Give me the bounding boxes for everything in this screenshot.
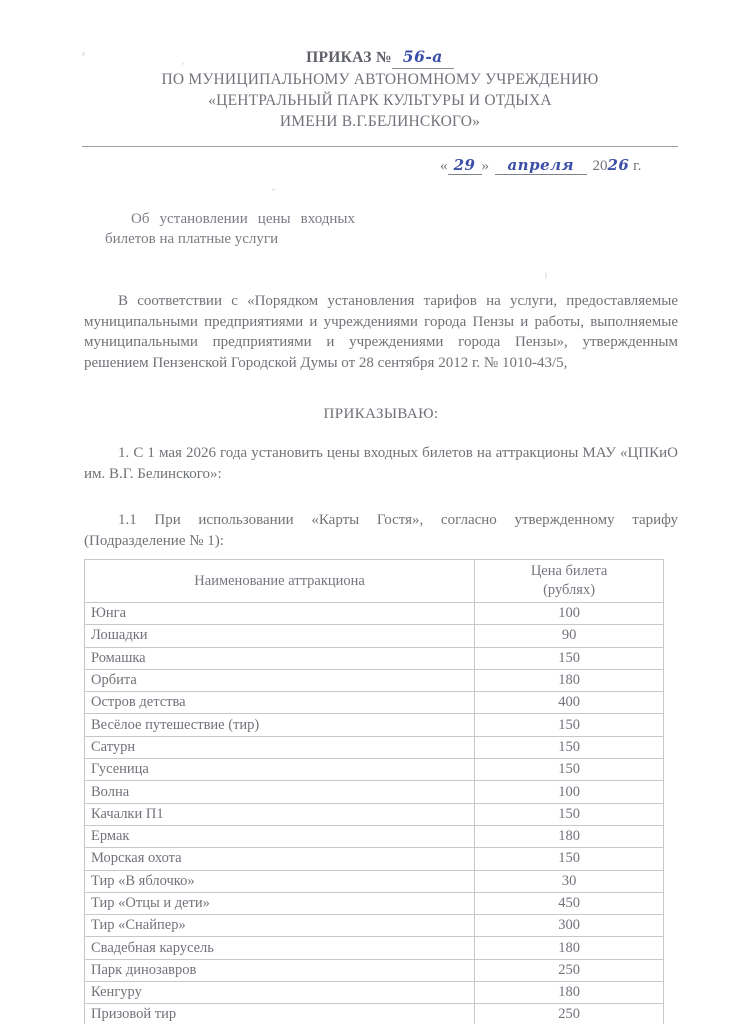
ticket-price-cell: 100 [475,603,664,625]
ticket-price-cell: 150 [475,714,664,736]
scan-speck [272,188,275,191]
ticket-price-cell: 150 [475,803,664,825]
table-row [85,915,664,937]
header-divider [82,146,678,147]
attraction-name-cell: Сатурн [85,736,475,758]
table-row [85,736,664,758]
header-price-line-2: (рублях) [543,582,596,598]
ticket-price-cell: 450 [475,892,664,914]
attraction-name-cell: Орбита [85,669,475,691]
table-row [85,825,664,847]
order-number-handwritten: 56-а [392,46,454,69]
attraction-name-cell: Остров детства [85,692,475,714]
attraction-name-cell: Гусеница [85,759,475,781]
attraction-name-cell: Тир «Снайпер» [85,915,475,937]
date-year-prefix: 20 [592,158,608,174]
ticket-price-cell: 250 [475,959,664,981]
ticket-price-cell: 150 [475,848,664,870]
header-price-line-1: Цена билета [530,563,608,579]
table-row [85,870,664,892]
table-row [85,625,664,647]
table-row [85,647,664,669]
attraction-name-cell: Свадебная карусель [85,937,475,959]
attraction-name-cell: Морская охота [85,848,475,870]
table-row [85,937,664,959]
date-year-unit: г. [633,158,642,174]
table-row [85,959,664,981]
order-label: ПРИКАЗ № [306,49,392,66]
table-row [85,692,664,714]
table-row [85,714,664,736]
attraction-name-cell: Кенгуру [85,982,475,1004]
scan-speck [545,272,547,279]
date-day-handwritten: 29 [448,156,482,175]
header-cell-name: Наименование аттракциона [85,560,475,603]
attraction-name-cell: Юнга [85,603,475,625]
price-table-body [85,603,664,1024]
price-table-head [85,560,664,603]
table-row [85,781,664,803]
institution-line-3: ИМЕНИ В.Г.БЕЛИНСКОГО» [279,113,481,130]
document-header [82,46,678,132]
table-row [85,982,664,1004]
attraction-name-cell: Весёлое путешествие (тир) [85,714,475,736]
attraction-name-cell: Ромашка [85,647,475,669]
table-header-row [85,560,664,603]
ticket-price-cell: 250 [475,1004,664,1024]
attraction-name-cell: Тир «В яблочко» [85,870,475,892]
table-row [85,1004,664,1024]
institution-line-1: ПО МУНИЦИПАЛЬНОМУ АВТОНОМНОМУ УЧРЕЖДЕНИЮ [161,71,599,88]
ticket-price-cell: 180 [475,982,664,1004]
ticket-price-cell: 30 [475,870,664,892]
date-open-quote: « [440,158,448,174]
order-item-1: 1. С 1 мая 2026 года установить цены входных билетов на аттракционы МАУ «ЦПКиО им. В.Г. Белинского»: [84,445,678,482]
attraction-name-cell: Парк динозавров [85,959,475,981]
basis-paragraph: В соответствии с «Порядком установления тарифов на услуги, предоставляемые муниципальными предприятиями и учреждениями города Пензы и работы, выполняемые муниципальными предприятиями и учреждениями города Пензы», утвержденным решением Пензенской Городской Думы от 28 сентября 2012 г. № 1010-43/5, [84,293,678,371]
table-row [85,848,664,870]
order-verb: ПРИКАЗЫВАЮ: [323,406,439,422]
ticket-price-cell: 100 [475,781,664,803]
attraction-name-cell: Качалки П1 [85,803,475,825]
price-table [84,559,664,1024]
ticket-price-cell: 150 [475,736,664,758]
document-subject: Об установлении цены входных билетов на платные услуги [105,211,355,247]
order-item-1-1: 1.1 При использовании «Карты Гостя», согласно утвержденному тарифу (Подразделение № 1): [84,512,678,549]
ticket-price-cell: 400 [475,692,664,714]
table-row [85,803,664,825]
attraction-name-cell: Ермак [85,825,475,847]
ticket-price-cell: 180 [475,669,664,691]
ticket-price-cell: 180 [475,937,664,959]
attraction-name-cell: Волна [85,781,475,803]
ticket-price-cell: 90 [475,625,664,647]
ticket-price-cell: 180 [475,825,664,847]
table-row [85,669,664,691]
table-row [85,603,664,625]
order-title-line [82,46,678,69]
attraction-name-cell: Призовой тир [85,1004,475,1024]
date-line [440,156,678,175]
date-close-quote: » [481,158,489,174]
ticket-price-cell: 300 [475,915,664,937]
table-row [85,759,664,781]
date-year-handwritten: 26 [607,156,630,174]
attraction-name-cell: Тир «Отцы и дети» [85,892,475,914]
attraction-name-cell: Лошадки [85,625,475,647]
header-cell-price [475,560,664,603]
table-row [85,892,664,914]
ticket-price-cell: 150 [475,759,664,781]
institution-line-2: «ЦЕНТРАЛЬНЫЙ ПАРК КУЛЬТУРЫ И ОТДЫХА [208,92,552,109]
date-month-handwritten: апреля [495,156,587,175]
ticket-price-cell: 150 [475,647,664,669]
